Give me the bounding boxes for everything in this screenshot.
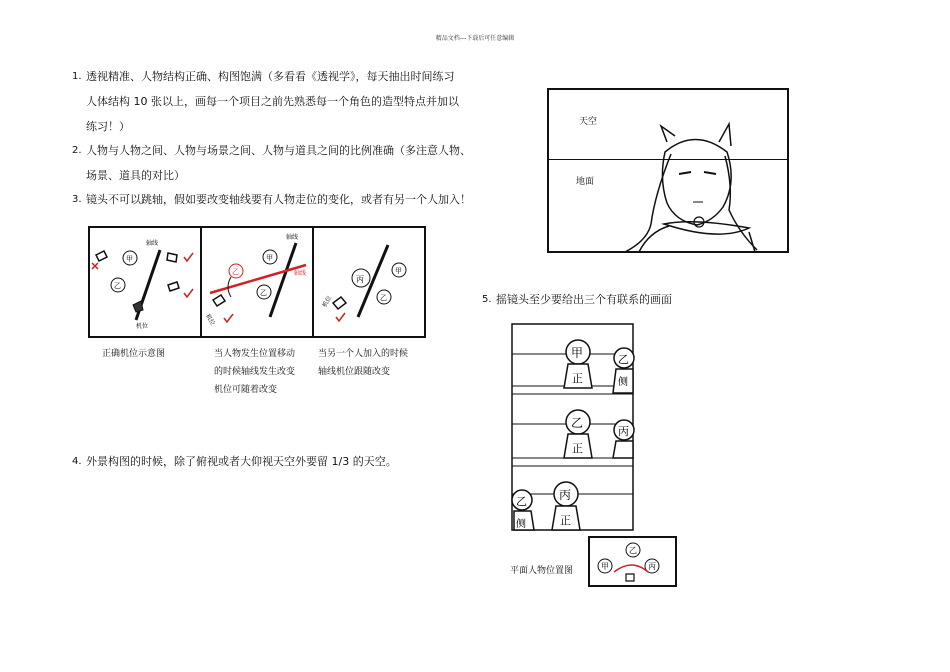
item-text-line: 镜头不可以跳轴，假如要改变轴线要有人物走位的变化，或者有另一个人加入！ xyxy=(86,193,471,206)
axis-label: 轴线 xyxy=(286,234,299,241)
item-number: 2. xyxy=(72,145,82,156)
item-text-line: 人体结构 10 张以上，画每一个项目之前先熟悉每一个角色的造型特点并加以 xyxy=(86,95,459,108)
plan-char-bing: 丙 xyxy=(648,562,656,571)
char-yi-old: 乙 xyxy=(232,268,239,276)
char-bing: 丙 xyxy=(356,275,364,284)
list-item-2 xyxy=(72,138,492,188)
char-yi: 乙 xyxy=(114,282,121,290)
character-sketch xyxy=(609,112,759,252)
caption-line: 机位可随着改变 xyxy=(214,385,278,395)
list-item-4 xyxy=(72,449,502,474)
caption-line: 正确机位示意图 xyxy=(102,349,166,359)
sky-ground-illustration xyxy=(547,88,789,253)
item-number: 1. xyxy=(72,71,82,82)
sky-label: 天空 xyxy=(579,117,598,127)
diagram-caption-2 xyxy=(214,345,295,399)
item-number: 4. xyxy=(72,456,82,467)
char-label: 乙 xyxy=(618,353,629,366)
item-text-line: 人物与人物之间、人物与场景之间、人物与道具之间的比例准确（多注意人物、 xyxy=(86,144,471,157)
ground-label: 地面 xyxy=(576,177,595,187)
facing-label: 侧 xyxy=(618,377,628,388)
axis-label: 轴线 xyxy=(146,240,159,247)
item-number: 3. xyxy=(72,194,82,205)
char-jia: 甲 xyxy=(126,255,133,263)
item-text-line: 透视精准、人物结构正确、构图饱满（多看看《透视学》，每天抽出时间练习 xyxy=(86,70,455,83)
axis-rule-diagram xyxy=(88,225,428,340)
plan-char-yi: 乙 xyxy=(629,546,637,555)
facing-label: 正 xyxy=(572,372,583,385)
caption-line: 当另一个人加入的时候 xyxy=(318,349,409,359)
pan-frames-diagram xyxy=(510,322,636,532)
char-label: 甲 xyxy=(571,346,584,360)
list-item-5 xyxy=(482,287,782,312)
item-number: 5. xyxy=(482,294,492,305)
plan-position-diagram xyxy=(588,536,678,588)
plan-char-jia: 甲 xyxy=(601,562,609,571)
diagram-caption-3 xyxy=(318,345,408,381)
char-yi: 乙 xyxy=(380,294,387,302)
plan-caption: 平面人物位置图 xyxy=(510,566,574,576)
item-text-line: 外景构图的时候，除了俯视或者大仰视天空外要留 1/3 的天空。 xyxy=(86,455,397,468)
facing-label: 正 xyxy=(560,514,571,527)
camera-icon xyxy=(626,574,634,581)
list-item-1 xyxy=(72,64,492,139)
facing-label: 正 xyxy=(572,442,583,455)
char-label: 乙 xyxy=(571,416,584,430)
camera-label: 机位 xyxy=(321,294,334,309)
caption-line: 的时候轴线发生改变 xyxy=(214,367,296,377)
page-header: 精品文档---下载后可任意编辑 xyxy=(435,35,515,42)
camera-icon xyxy=(167,253,177,262)
axis-label-red: 轴线 xyxy=(294,270,307,277)
diagram-caption-1 xyxy=(102,345,165,363)
camera-label: 机位 xyxy=(136,323,149,330)
char-label: 丙 xyxy=(618,425,629,438)
camera-label: 机位 xyxy=(204,312,217,327)
char-jia: 甲 xyxy=(266,254,273,262)
item-text-line: 场景、道具的对比） xyxy=(86,169,185,182)
char-jia: 甲 xyxy=(395,267,402,275)
facing-label: 侧 xyxy=(516,519,526,530)
caption-line: 轴线机位跟随改变 xyxy=(318,367,391,377)
char-label: 乙 xyxy=(516,495,527,508)
char-label: 丙 xyxy=(559,488,572,502)
char-yi-new: 乙 xyxy=(260,289,267,297)
list-item-3 xyxy=(72,187,502,212)
item-text-line: 练习！） xyxy=(86,120,130,133)
caption-line: 当人物发生位置移动 xyxy=(214,349,296,359)
item-text-line: 摇镜头至少要给出三个有联系的画面 xyxy=(496,293,672,306)
